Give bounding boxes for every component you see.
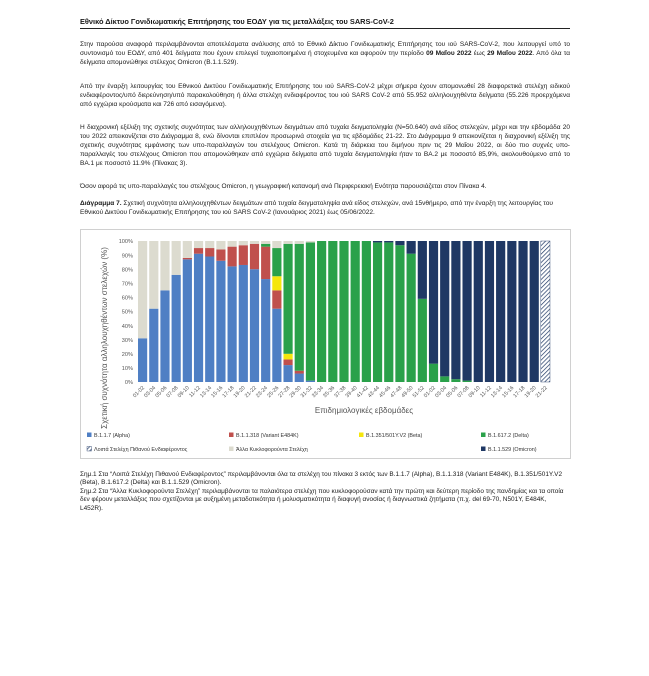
y-tick-label: 0% (124, 380, 133, 387)
x-tick-label: 15-16 (501, 385, 516, 400)
bar-segment (205, 241, 214, 248)
bar-segment (272, 241, 281, 248)
y-tick-label: 40% (121, 323, 133, 330)
x-tick-label: 07-08 (456, 385, 471, 400)
x-tick-label: 41-42 (355, 385, 370, 400)
bar-segment (317, 241, 326, 382)
bar-segment (295, 244, 304, 371)
chart-container (80, 229, 571, 459)
bar-segment (474, 241, 483, 382)
bar-segment (373, 242, 382, 382)
x-tick-label: 03-04 (434, 385, 449, 400)
x-axis-label: Επιδημιολογικές εβδομάδες (314, 406, 414, 415)
bar-segment (373, 241, 382, 242)
intro-text-e: . Από όλα τα δείγματα απομονώθηκε στέλεχος Omicron (B.1.1.529). (80, 49, 570, 66)
x-tick-label: 11-12 (479, 385, 493, 399)
date-end: 29 Μαΐου 2022 (487, 49, 533, 57)
x-tick-label: 03-04 (143, 385, 158, 400)
bar-segment (250, 244, 259, 269)
bar-segment (228, 266, 237, 382)
legend-label: B.1.351/501Y.V2 (Beta) (366, 433, 423, 439)
x-tick-label: 17-18 (512, 385, 527, 400)
bar-segment (407, 254, 416, 382)
x-tick-label: 01-02 (422, 385, 437, 400)
bar-segment (205, 248, 214, 256)
bar-segment (462, 381, 471, 382)
bar-segment (283, 241, 292, 244)
x-tick-label: 05-06 (445, 385, 460, 400)
x-tick-label: 23-24 (255, 385, 270, 400)
x-tick-label: 13-14 (490, 385, 505, 400)
bar-segment (261, 244, 270, 247)
bar-segment (172, 241, 181, 275)
x-tick-label: 49-50 (400, 385, 415, 400)
paragraph-intro (80, 41, 570, 68)
bar-segment (138, 241, 147, 338)
x-tick-label: 21-22 (534, 385, 549, 400)
bar-segment (418, 299, 427, 382)
bar-segment (530, 241, 539, 382)
paragraph-temporal-evolution: Η διαχρονική εξέλιξη της σχετικής συχνότητας των αλληλουχηθέντων δειγμάτων από τυχαία δειγματοληψία (N=50.640) ανά είδος στελεχών, μέχρι και την εβδομάδα 20 του 2022 απεικονίζεται στο Διάγραμμα 8, ενώ δίνονται επιπλέον προσωρινά στοιχεία για τις εβδομάδες 21-22. Στο Διάγραμμα 9 απεικονίζεται η διαχρονική εξέλιξη της σχετικής συχνότητας εμφάνισης των υπο-παραλλαγών του στελέχους Omicron. Κατά τη διάρκεια του διμήνου πριν τις 29 Μαΐου 2022, οι δύο πιο συχνές υπο-παραλλαγές του στελέχους Omicron που απομονώθηκαν από εγχώρια δείγματα από τυχαία δειγματοληψία ήταν το BA.2 με ποσοστό 85,9%, ακολουθούμενο από το BA.1 με ποσοστό 11.9% (Πίνακας 3). (80, 124, 570, 167)
legend-item (481, 433, 529, 440)
bar-segment (216, 261, 225, 382)
legend-label: Λοιπά Στελέχη Πιθανού Ενδιαφέροντος (94, 447, 188, 453)
x-tick-label: 37-38 (333, 385, 348, 400)
bar-segment (362, 241, 371, 382)
x-tick-label: 09-10 (467, 385, 482, 400)
bar-segment (228, 247, 237, 267)
bar-segment (283, 354, 292, 360)
bar-segment (228, 241, 237, 247)
legend-item (87, 433, 130, 440)
bar-segment (205, 257, 214, 382)
bar-segment (395, 241, 404, 245)
bar-segment (418, 241, 427, 299)
bar-segment (351, 241, 360, 382)
bar-segment (395, 245, 404, 382)
y-tick-label: 50% (121, 309, 133, 316)
x-tick-label: 31-32 (299, 385, 314, 400)
y-tick-label: 80% (121, 267, 133, 274)
bar-segment (149, 309, 158, 382)
paragraph-omicron-geography: Όσον αφορά τις υπο-παραλλαγές του στελέχους Omicron, η γεωγραφική κατανομή ανά Περιφερειακή Ενότητα παρουσιάζεται στον Πίνακα 4. (80, 183, 487, 190)
note-1: Σημ.1 Στα “Λοιπά Στελέχη Πιθανού Ενδιαφέροντος” περιλαμβάνονται όλα τα στελέχη του πίνακα 3 εκτός των B.1.1.7 (Alpha), B.1.1.318 (Variant E484K), B.1.351/501Y.V2 (Beta), B.1.617.2 (Delta) και B.1.1.529 (Omicron). (80, 471, 563, 487)
bar-segment (485, 241, 494, 382)
bar-segment (496, 241, 505, 382)
x-tick-label: 33-34 (311, 385, 326, 400)
x-tick-label: 19-20 (523, 385, 538, 400)
legend-label: Άλλα Κυκλοφορούντα Στελέχη (236, 447, 308, 453)
bar-segment (518, 241, 527, 382)
y-tick-label: 20% (121, 352, 133, 358)
x-tick-label: 43-44 (366, 385, 381, 400)
bar-segment (272, 290, 281, 308)
legend-swatch (229, 447, 234, 452)
x-tick-label: 11-12 (188, 385, 202, 399)
bar-segment (429, 241, 438, 364)
bar-segment (172, 275, 181, 382)
bar-segment (272, 276, 281, 290)
intro-text-c: έως (471, 49, 488, 57)
x-tick-label: 45-46 (378, 385, 393, 400)
y-axis-label: Σχετική συχνότητα αλληλουχηθέντων στελεχών (%) (100, 247, 109, 429)
bar-segment (306, 241, 315, 242)
x-tick-label: 47-48 (389, 385, 404, 400)
figure-caption-text: Σχετική συχνότητα αλληλουχηθέντων δειγμάτων από τυχαία δειγματοληψία ανά είδος στελεχών, ανά 15νθήμερο, από την έναρξη της λειτουργίας του Εθνικού Δικτύου Γονιδιωματικής Επιτήρησης του ιού SARS CoV-2 (Ιανουάριος 2021) έως 05/06/2022. (80, 200, 554, 216)
bar-segment (328, 241, 337, 382)
legend-label: B.1.1.318 (Variant E484K) (236, 433, 299, 439)
x-tick-label: 07-08 (165, 385, 180, 400)
bar-segment (283, 244, 292, 354)
legend-item (359, 433, 422, 440)
bar-segment (194, 254, 203, 382)
bar-segment (283, 365, 292, 382)
x-tick-label: 19-20 (232, 385, 247, 400)
bar-segment (462, 241, 471, 381)
x-tick-label: 25-26 (266, 385, 281, 400)
x-tick-label: 39-40 (344, 385, 359, 400)
y-tick-label: 10% (121, 366, 133, 373)
bar-segment (183, 258, 192, 259)
bar-segment (250, 241, 259, 244)
bar-segment (149, 241, 158, 309)
legend-swatch (481, 433, 486, 438)
y-tick-label: 60% (121, 295, 133, 302)
x-tick-label: 51-52 (411, 385, 426, 400)
bar-segment (295, 374, 304, 382)
bar-segment (440, 376, 449, 382)
bar-segment (183, 241, 192, 258)
bar-segment (295, 241, 304, 244)
bar-segment (239, 265, 248, 382)
x-tick-label: 15-16 (210, 385, 225, 400)
bar-segment (261, 241, 270, 244)
note-2: Σημ.2 Στα “Άλλα Κυκλοφορούντα Στελέχη” περιλαμβάνονται τα παλαιότερα στελέχη που κυκλοφορούσαν κατά την πρώτη και δεύτερη περίοδο της πανδημίας και τα οποία δεν φέρουν μεταλλάξεις που σχετίζονται με αυξημένη μεταδοτικότητα ή μολυσματικότητα ή διαφυγή ανοσίας ή διαγνωστικά ζητήματα (π.χ. del 69-70, N501Y, E484K, L452R). (80, 487, 564, 512)
legend-swatch (359, 433, 364, 438)
x-tick-label: 27-28 (277, 385, 292, 400)
y-tick-label: 90% (121, 253, 133, 260)
legend-label: B.1.1.7 (Alpha) (94, 433, 130, 439)
bar-segment (239, 241, 248, 245)
paragraph-network-summary: Από την έναρξη λειτουργίας του Εθνικού Δικτύου Γονιδιωματικής Επιτήρησης του ιού SARS-CoV-2 μέχρι σήμερα έχουν απομονωθεί 28 διαφορετικά στελέχη ειδικού ενδιαφέροντος/υπό διερεύνηση/υπό παρακολούθηση ή άλλα στελέχη ενδιαφέροντος του ιού SARS CoV-2 από 55.952 αλληλουχηθέντα δείγματα (55.226 προερχόμενα από εγχώρια κρούσματα και 726 από εισαγόμενα). (80, 83, 570, 108)
y-tick-label: 30% (121, 337, 133, 344)
x-tick-label: 13-14 (199, 385, 214, 400)
bar-segment (160, 290, 169, 382)
bar-segment (407, 241, 416, 254)
bar-segment (138, 338, 147, 382)
bar-segment (451, 241, 460, 379)
bar-segment (216, 249, 225, 260)
bar-segment (507, 241, 516, 382)
legend-item (229, 446, 308, 453)
bar-segment (451, 379, 460, 382)
variant-frequency-chart (81, 230, 570, 458)
intro-text-a: Στην παρούσα αναφορά περιλαμβάνονται αποτελέσματα ανάλυσης από το Εθνικό Δίκτυο Γονιδιωματικής Επιτήρησης του ιού SARS-CoV-2, που λειτουργεί υπό το συντονισμό του ΕΟΔΥ, από 401 δείγματα που έχουν επιλεγεί τυχαιοποιημένα ή στοχευμένα και αφορούν την περίοδο (80, 41, 570, 57)
bar-segment (194, 248, 203, 254)
x-tick-label: 09-10 (176, 385, 191, 400)
bar-segment (429, 364, 438, 382)
chart-notes (80, 471, 570, 513)
bar-segment (306, 381, 315, 382)
figure-label: Διάγραμμα 7. (80, 200, 122, 207)
page-header: Εθνικό Δίκτυο Γονιδιωματικής Επιτήρησης του ΕΟΔΥ για τις μεταλλάξεις του SARS-CoV-2 (80, 17, 570, 29)
bar-segment (183, 259, 192, 382)
bar-segment (239, 245, 248, 265)
legend-label: B.1.617.2 (Delta) (488, 433, 529, 439)
bar-segment (295, 371, 304, 374)
bar-segment (272, 248, 281, 276)
x-tick-label: 01-02 (132, 385, 147, 400)
bar-segment (160, 241, 169, 290)
bar-segment (194, 241, 203, 248)
bar-segment (339, 241, 348, 382)
legend-swatch (87, 447, 92, 452)
bar-segment (440, 241, 449, 376)
legend-swatch (87, 433, 92, 438)
bar-segment (283, 359, 292, 365)
figure-caption (80, 200, 570, 218)
legend-swatch (481, 447, 486, 452)
bar-segment (272, 309, 281, 382)
bar-segment (261, 279, 270, 382)
legend-item (229, 433, 299, 440)
bar-segment (541, 241, 550, 382)
x-tick-label: 21-22 (243, 385, 258, 400)
x-tick-label: 17-18 (221, 385, 236, 400)
x-tick-label: 29-30 (288, 385, 303, 400)
legend-item (87, 446, 188, 453)
y-tick-label: 70% (121, 281, 133, 288)
y-tick-label: 100% (118, 239, 133, 246)
bar-segment (216, 241, 225, 249)
bar-segment (384, 242, 393, 382)
bar-segment (250, 269, 259, 382)
x-tick-label: 05-06 (154, 385, 169, 400)
date-start: 09 Μαΐου 2022 (426, 49, 472, 57)
bar-segment (306, 242, 315, 380)
bar-segment (261, 247, 270, 279)
legend-swatch (229, 433, 234, 438)
legend-label: B.1.1.529 (Omicron) (488, 447, 537, 453)
bar-segment (384, 241, 393, 242)
x-tick-label: 35-36 (322, 385, 337, 400)
legend-item (481, 447, 537, 454)
